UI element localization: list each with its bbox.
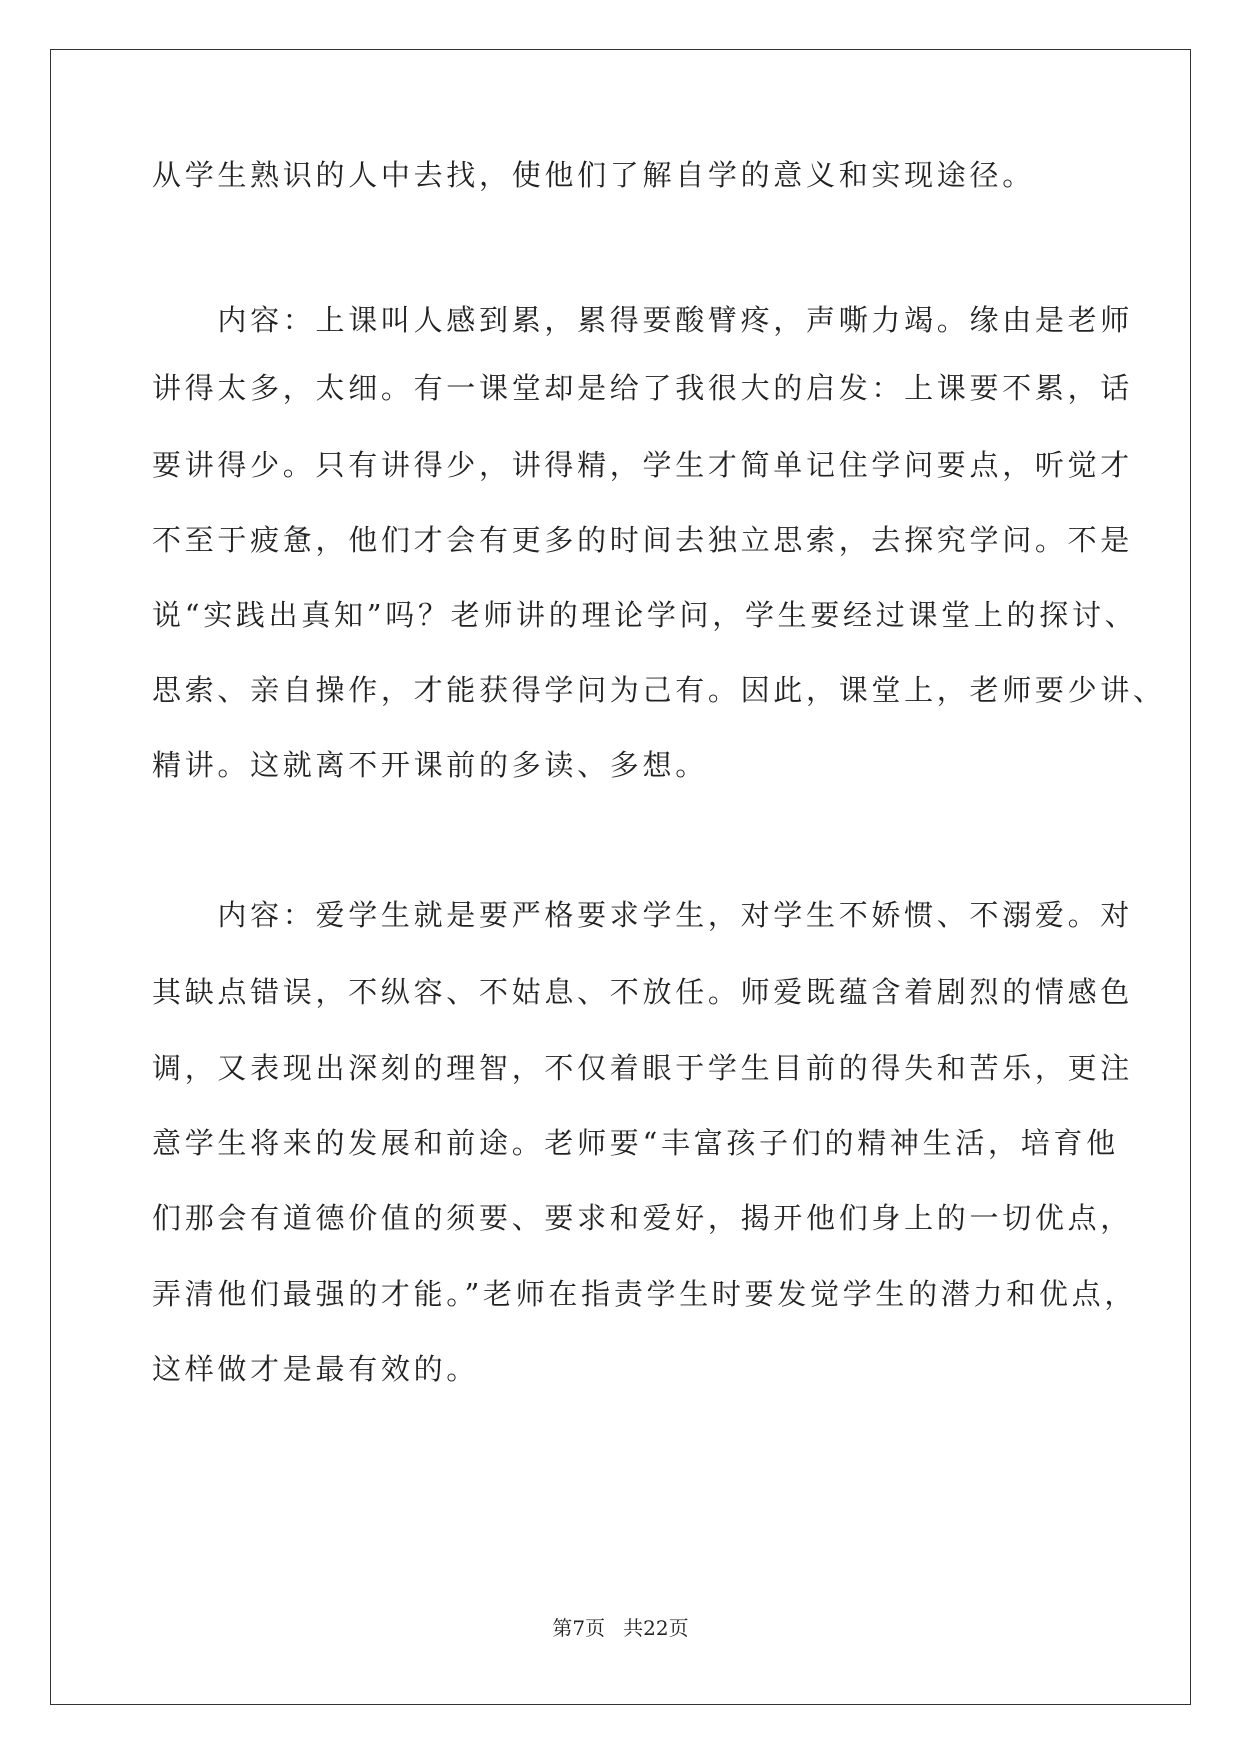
text-line: 其缺点错误，不纵容、不姑息、不放任。师爱既蕴含着剧烈的情感色 bbox=[152, 975, 1134, 1009]
page-border bbox=[50, 49, 1191, 1705]
page-number: 第7页 bbox=[552, 1616, 606, 1640]
text-line: 从学生熟识的人中去找，使他们了解自学的意义和实现途径。 bbox=[152, 158, 1035, 192]
text-line: 不至于疲惫，他们才会有更多的时间去独立思索，去探究学问。不是 bbox=[152, 523, 1134, 557]
text-line: 内容：上课叫人感到累，累得要酸臂疼，声嘶力竭。缘由是老师 bbox=[152, 303, 1134, 337]
text-line: 意学生将来的发展和前途。老师要“丰富孩子们的精神生活，培育他 bbox=[152, 1126, 1119, 1160]
text-line: 精讲。这就离不开课前的多读、多想。 bbox=[152, 748, 708, 782]
text-line: 要讲得少。只有讲得少，讲得精，学生才简单记住学问要点，听觉才 bbox=[152, 448, 1134, 482]
page-total: 共22页 bbox=[623, 1616, 689, 1640]
text-line: 内容：爱学生就是要严格要求学生，对学生不娇惯、不溺爱。对 bbox=[152, 898, 1134, 932]
text-line: 思索、亲自操作，才能获得学问为己有。因此，课堂上，老师要少讲、 bbox=[152, 673, 1166, 707]
page-footer bbox=[0, 1615, 1241, 1641]
text-line: 调，又表现出深刻的理智，不仅着眼于学生目前的得失和苦乐，更注 bbox=[152, 1051, 1134, 1085]
text-line: 讲得太多，太细。有一课堂却是给了我很大的启发：上课要不累，话 bbox=[152, 371, 1134, 405]
text-line: 说“实践出真知”吗？老师讲的理论学问，学生要经过课堂上的探讨、 bbox=[152, 598, 1138, 632]
text-line: 们那会有道德价值的须要、要求和爱好，揭开他们身上的一切优点， bbox=[152, 1201, 1134, 1235]
text-line: 这样做才是最有效的。 bbox=[152, 1352, 480, 1386]
text-line: 弄清他们最强的才能。”老师在指责学生时要发觉学生的潜力和优点， bbox=[152, 1277, 1138, 1311]
